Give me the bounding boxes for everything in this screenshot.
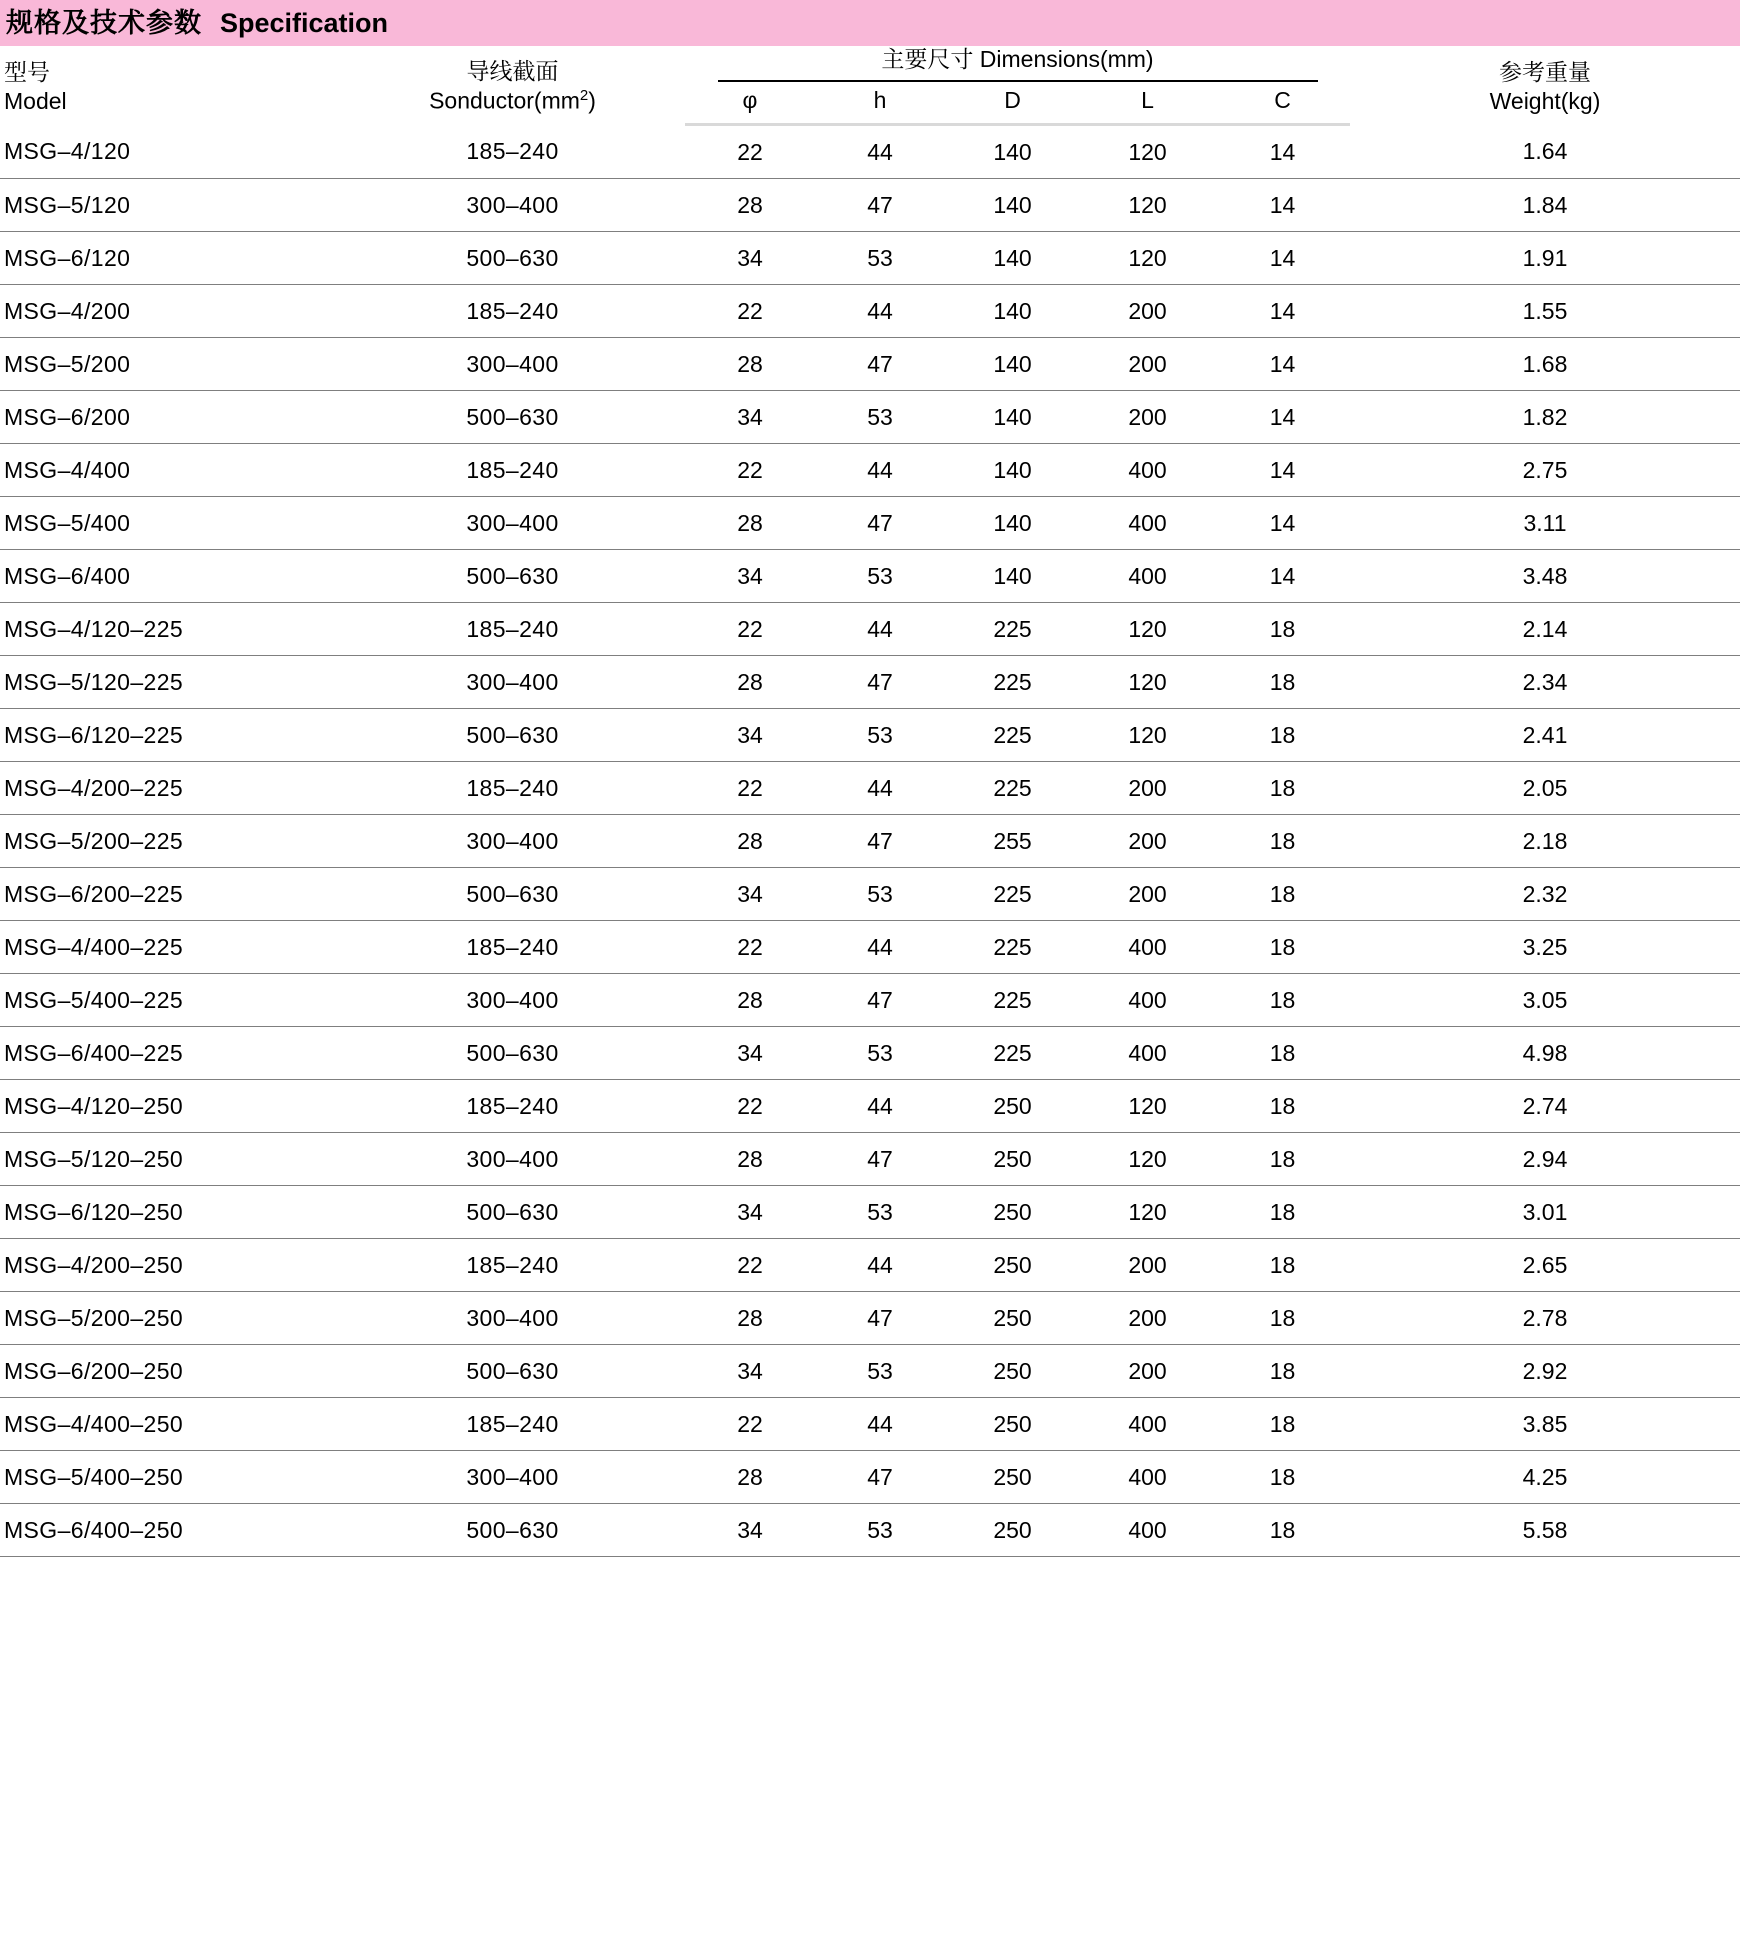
row-weight: 2.18 (1350, 815, 1740, 868)
row-d: 225 (945, 603, 1080, 656)
row-l: 200 (1080, 868, 1215, 921)
row-l: 400 (1080, 1027, 1215, 1080)
header-d: D (945, 86, 1080, 125)
row-phi: 28 (685, 1292, 815, 1345)
row-c: 18 (1215, 1504, 1350, 1557)
row-d: 225 (945, 656, 1080, 709)
header-dimensions-group (685, 46, 1350, 86)
row-d: 225 (945, 921, 1080, 974)
row-c: 18 (1215, 1186, 1350, 1239)
row-model: MSG–4/200–225 (0, 762, 340, 815)
row-weight: 2.32 (1350, 868, 1740, 921)
row-weight: 2.65 (1350, 1239, 1740, 1292)
row-l: 120 (1080, 1186, 1215, 1239)
row-model: MSG–5/400–250 (0, 1451, 340, 1504)
row-h: 44 (815, 125, 945, 179)
row-h: 44 (815, 921, 945, 974)
row-weight: 2.74 (1350, 1080, 1740, 1133)
table-row (0, 497, 1740, 550)
row-model: MSG–5/400 (0, 497, 340, 550)
table-row (0, 1080, 1740, 1133)
row-c: 18 (1215, 921, 1350, 974)
header-model (0, 46, 340, 125)
row-h: 44 (815, 1239, 945, 1292)
table-row (0, 232, 1740, 285)
row-l: 120 (1080, 603, 1215, 656)
row-l: 200 (1080, 762, 1215, 815)
row-phi: 22 (685, 762, 815, 815)
row-phi: 34 (685, 1504, 815, 1557)
row-weight: 2.14 (1350, 603, 1740, 656)
row-h: 47 (815, 1133, 945, 1186)
row-c: 14 (1215, 232, 1350, 285)
row-c: 18 (1215, 1027, 1350, 1080)
row-conductor: 300–400 (340, 1292, 685, 1345)
header-phi: φ (685, 86, 815, 125)
table-row (0, 974, 1740, 1027)
row-d: 255 (945, 815, 1080, 868)
row-c: 14 (1215, 179, 1350, 232)
row-d: 140 (945, 285, 1080, 338)
row-phi: 22 (685, 921, 815, 974)
row-conductor: 185–240 (340, 444, 685, 497)
row-conductor: 300–400 (340, 179, 685, 232)
row-phi: 34 (685, 1027, 815, 1080)
row-d: 250 (945, 1398, 1080, 1451)
row-conductor: 185–240 (340, 1239, 685, 1292)
row-h: 53 (815, 1504, 945, 1557)
row-conductor: 300–400 (340, 656, 685, 709)
table-row (0, 1398, 1740, 1451)
row-model: MSG–5/200 (0, 338, 340, 391)
row-c: 18 (1215, 1239, 1350, 1292)
table-row (0, 656, 1740, 709)
row-h: 53 (815, 1027, 945, 1080)
header-dimensions-label: 主要尺寸 Dimensions(mm) (718, 46, 1318, 82)
row-model: MSG–6/120–250 (0, 1186, 340, 1239)
row-phi: 34 (685, 391, 815, 444)
row-c: 18 (1215, 762, 1350, 815)
row-conductor: 185–240 (340, 762, 685, 815)
header-group-row (0, 46, 1740, 86)
row-l: 200 (1080, 391, 1215, 444)
row-phi: 28 (685, 974, 815, 1027)
row-weight: 2.41 (1350, 709, 1740, 762)
table-row (0, 1027, 1740, 1080)
row-conductor: 500–630 (340, 1186, 685, 1239)
header-conductor-en-suffix: ) (588, 88, 596, 115)
row-phi: 22 (685, 1239, 815, 1292)
row-h: 53 (815, 709, 945, 762)
row-h: 47 (815, 179, 945, 232)
header-weight-cn: 参考重量 (1499, 58, 1591, 85)
row-h: 53 (815, 232, 945, 285)
row-l: 400 (1080, 974, 1215, 1027)
row-model: MSG–6/120–225 (0, 709, 340, 762)
row-model: MSG–5/120 (0, 179, 340, 232)
row-l: 200 (1080, 338, 1215, 391)
row-l: 120 (1080, 179, 1215, 232)
row-c: 14 (1215, 550, 1350, 603)
row-l: 120 (1080, 656, 1215, 709)
table-row (0, 815, 1740, 868)
row-h: 44 (815, 603, 945, 656)
row-phi: 28 (685, 338, 815, 391)
row-conductor: 185–240 (340, 125, 685, 179)
row-conductor: 500–630 (340, 1027, 685, 1080)
row-h: 44 (815, 1080, 945, 1133)
row-d: 225 (945, 1027, 1080, 1080)
row-conductor: 300–400 (340, 497, 685, 550)
header-l: L (1080, 86, 1215, 125)
row-l: 200 (1080, 1345, 1215, 1398)
row-h: 53 (815, 1345, 945, 1398)
row-d: 140 (945, 232, 1080, 285)
row-d: 140 (945, 179, 1080, 232)
table-header (0, 46, 1740, 125)
row-c: 18 (1215, 1451, 1350, 1504)
row-model: MSG–4/120–250 (0, 1080, 340, 1133)
row-model: MSG–6/400–225 (0, 1027, 340, 1080)
header-conductor-cn: 导线截面 (466, 58, 559, 84)
row-h: 53 (815, 391, 945, 444)
row-d: 225 (945, 974, 1080, 1027)
row-weight: 4.98 (1350, 1027, 1740, 1080)
row-l: 200 (1080, 285, 1215, 338)
row-weight: 1.82 (1350, 391, 1740, 444)
row-weight: 1.68 (1350, 338, 1740, 391)
row-model: MSG–5/120–250 (0, 1133, 340, 1186)
specification-table (0, 46, 1740, 1557)
row-weight: 3.48 (1350, 550, 1740, 603)
row-d: 250 (945, 1292, 1080, 1345)
row-weight: 1.91 (1350, 232, 1740, 285)
row-l: 200 (1080, 1292, 1215, 1345)
row-conductor: 300–400 (340, 338, 685, 391)
row-weight: 3.25 (1350, 921, 1740, 974)
row-conductor: 300–400 (340, 1133, 685, 1186)
row-l: 400 (1080, 497, 1215, 550)
table-row (0, 762, 1740, 815)
table-row (0, 1186, 1740, 1239)
row-c: 18 (1215, 603, 1350, 656)
row-d: 250 (945, 1345, 1080, 1398)
specification-title-bar (0, 0, 1740, 46)
row-weight: 2.92 (1350, 1345, 1740, 1398)
row-model: MSG–5/120–225 (0, 656, 340, 709)
row-phi: 28 (685, 656, 815, 709)
header-model-en: Model (4, 88, 67, 115)
table-row (0, 921, 1740, 974)
row-c: 18 (1215, 1080, 1350, 1133)
row-phi: 22 (685, 1080, 815, 1133)
row-l: 120 (1080, 1080, 1215, 1133)
row-phi: 34 (685, 1186, 815, 1239)
row-d: 225 (945, 868, 1080, 921)
row-d: 140 (945, 338, 1080, 391)
row-conductor: 500–630 (340, 391, 685, 444)
row-weight: 3.11 (1350, 497, 1740, 550)
table-row (0, 179, 1740, 232)
table-row (0, 1504, 1740, 1557)
row-d: 250 (945, 1451, 1080, 1504)
row-phi: 22 (685, 1398, 815, 1451)
row-model: MSG–6/200–225 (0, 868, 340, 921)
row-d: 140 (945, 550, 1080, 603)
row-c: 18 (1215, 656, 1350, 709)
row-d: 140 (945, 497, 1080, 550)
row-h: 53 (815, 550, 945, 603)
row-phi: 34 (685, 550, 815, 603)
row-c: 14 (1215, 338, 1350, 391)
row-conductor: 185–240 (340, 1398, 685, 1451)
row-phi: 28 (685, 815, 815, 868)
row-c: 18 (1215, 709, 1350, 762)
row-l: 400 (1080, 1398, 1215, 1451)
row-d: 140 (945, 444, 1080, 497)
row-model: MSG–4/200 (0, 285, 340, 338)
row-h: 53 (815, 1186, 945, 1239)
row-model: MSG–4/400 (0, 444, 340, 497)
row-c: 18 (1215, 1398, 1350, 1451)
row-model: MSG–6/200 (0, 391, 340, 444)
header-weight (1350, 46, 1740, 125)
row-conductor: 300–400 (340, 815, 685, 868)
row-conductor: 185–240 (340, 1080, 685, 1133)
row-c: 14 (1215, 125, 1350, 179)
row-l: 120 (1080, 125, 1215, 179)
row-conductor: 185–240 (340, 921, 685, 974)
header-c: C (1215, 86, 1350, 125)
row-l: 120 (1080, 232, 1215, 285)
table-row (0, 709, 1740, 762)
row-h: 47 (815, 1292, 945, 1345)
table-row (0, 1292, 1740, 1345)
row-d: 140 (945, 125, 1080, 179)
row-h: 44 (815, 1398, 945, 1451)
table-row (0, 1239, 1740, 1292)
row-c: 14 (1215, 497, 1350, 550)
row-d: 250 (945, 1186, 1080, 1239)
row-c: 18 (1215, 1345, 1350, 1398)
row-model: MSG–4/120 (0, 125, 340, 179)
table-row (0, 391, 1740, 444)
row-d: 225 (945, 709, 1080, 762)
row-h: 44 (815, 285, 945, 338)
row-model: MSG–4/120–225 (0, 603, 340, 656)
row-d: 140 (945, 391, 1080, 444)
row-phi: 22 (685, 603, 815, 656)
row-model: MSG–4/400–225 (0, 921, 340, 974)
table-row (0, 125, 1740, 179)
row-conductor: 500–630 (340, 709, 685, 762)
row-h: 47 (815, 338, 945, 391)
row-h: 47 (815, 815, 945, 868)
header-conductor (340, 46, 685, 125)
row-conductor: 500–630 (340, 1504, 685, 1557)
row-phi: 28 (685, 1451, 815, 1504)
row-conductor: 500–630 (340, 1345, 685, 1398)
header-weight-en: Weight(kg) (1489, 88, 1601, 115)
row-weight: 2.05 (1350, 762, 1740, 815)
row-l: 400 (1080, 921, 1215, 974)
row-d: 225 (945, 762, 1080, 815)
row-conductor: 185–240 (340, 285, 685, 338)
header-model-cn: 型号 (4, 58, 50, 85)
row-conductor: 500–630 (340, 868, 685, 921)
row-d: 250 (945, 1504, 1080, 1557)
row-model: MSG–6/200–250 (0, 1345, 340, 1398)
row-l: 120 (1080, 709, 1215, 762)
row-conductor: 300–400 (340, 974, 685, 1027)
table-row (0, 285, 1740, 338)
row-weight: 2.75 (1350, 444, 1740, 497)
table-body (0, 125, 1740, 1557)
row-h: 47 (815, 497, 945, 550)
table-row (0, 444, 1740, 497)
row-phi: 34 (685, 232, 815, 285)
row-conductor: 500–630 (340, 550, 685, 603)
row-weight: 3.01 (1350, 1186, 1740, 1239)
row-c: 18 (1215, 815, 1350, 868)
row-weight: 3.05 (1350, 974, 1740, 1027)
row-h: 47 (815, 974, 945, 1027)
row-model: MSG–6/400 (0, 550, 340, 603)
row-l: 120 (1080, 1133, 1215, 1186)
row-phi: 22 (685, 285, 815, 338)
row-c: 14 (1215, 285, 1350, 338)
row-l: 400 (1080, 444, 1215, 497)
row-weight: 4.25 (1350, 1451, 1740, 1504)
row-weight: 2.78 (1350, 1292, 1740, 1345)
row-d: 250 (945, 1239, 1080, 1292)
row-c: 18 (1215, 868, 1350, 921)
row-conductor: 185–240 (340, 603, 685, 656)
row-c: 14 (1215, 391, 1350, 444)
table-row (0, 1345, 1740, 1398)
table-row (0, 1133, 1740, 1186)
header-h: h (815, 86, 945, 125)
title-chinese: 规格及技术参数 (6, 7, 202, 38)
row-l: 200 (1080, 815, 1215, 868)
row-weight: 1.84 (1350, 179, 1740, 232)
row-weight: 1.64 (1350, 125, 1740, 179)
table-row (0, 603, 1740, 656)
row-phi: 28 (685, 1133, 815, 1186)
row-l: 400 (1080, 1504, 1215, 1557)
row-model: MSG–5/200–225 (0, 815, 340, 868)
title-english: Specification (220, 7, 389, 38)
row-phi: 22 (685, 444, 815, 497)
row-model: MSG–4/200–250 (0, 1239, 340, 1292)
row-h: 53 (815, 868, 945, 921)
row-weight: 1.55 (1350, 285, 1740, 338)
table-row (0, 868, 1740, 921)
row-phi: 28 (685, 179, 815, 232)
row-phi: 22 (685, 125, 815, 179)
row-l: 400 (1080, 550, 1215, 603)
row-model: MSG–5/200–250 (0, 1292, 340, 1345)
row-c: 18 (1215, 1133, 1350, 1186)
row-l: 400 (1080, 1451, 1215, 1504)
row-c: 14 (1215, 444, 1350, 497)
header-conductor-en-prefix: Sonductor(mm (429, 88, 580, 115)
row-h: 44 (815, 762, 945, 815)
table-row (0, 338, 1740, 391)
header-conductor-en (340, 86, 685, 116)
row-h: 44 (815, 444, 945, 497)
row-phi: 34 (685, 868, 815, 921)
row-conductor: 300–400 (340, 1451, 685, 1504)
table-row (0, 550, 1740, 603)
row-h: 47 (815, 656, 945, 709)
row-model: MSG–5/400–225 (0, 974, 340, 1027)
row-c: 18 (1215, 974, 1350, 1027)
header-conductor-en-sup: 2 (579, 87, 589, 105)
row-model: MSG–6/400–250 (0, 1504, 340, 1557)
row-l: 200 (1080, 1239, 1215, 1292)
row-model: MSG–4/400–250 (0, 1398, 340, 1451)
row-weight: 2.34 (1350, 656, 1740, 709)
row-weight: 2.94 (1350, 1133, 1740, 1186)
row-phi: 34 (685, 709, 815, 762)
row-h: 47 (815, 1451, 945, 1504)
table-row (0, 1451, 1740, 1504)
row-conductor: 500–630 (340, 232, 685, 285)
row-model: MSG–6/120 (0, 232, 340, 285)
row-weight: 5.58 (1350, 1504, 1740, 1557)
row-phi: 34 (685, 1345, 815, 1398)
row-phi: 28 (685, 497, 815, 550)
row-d: 250 (945, 1133, 1080, 1186)
row-d: 250 (945, 1080, 1080, 1133)
row-c: 18 (1215, 1292, 1350, 1345)
row-weight: 3.85 (1350, 1398, 1740, 1451)
